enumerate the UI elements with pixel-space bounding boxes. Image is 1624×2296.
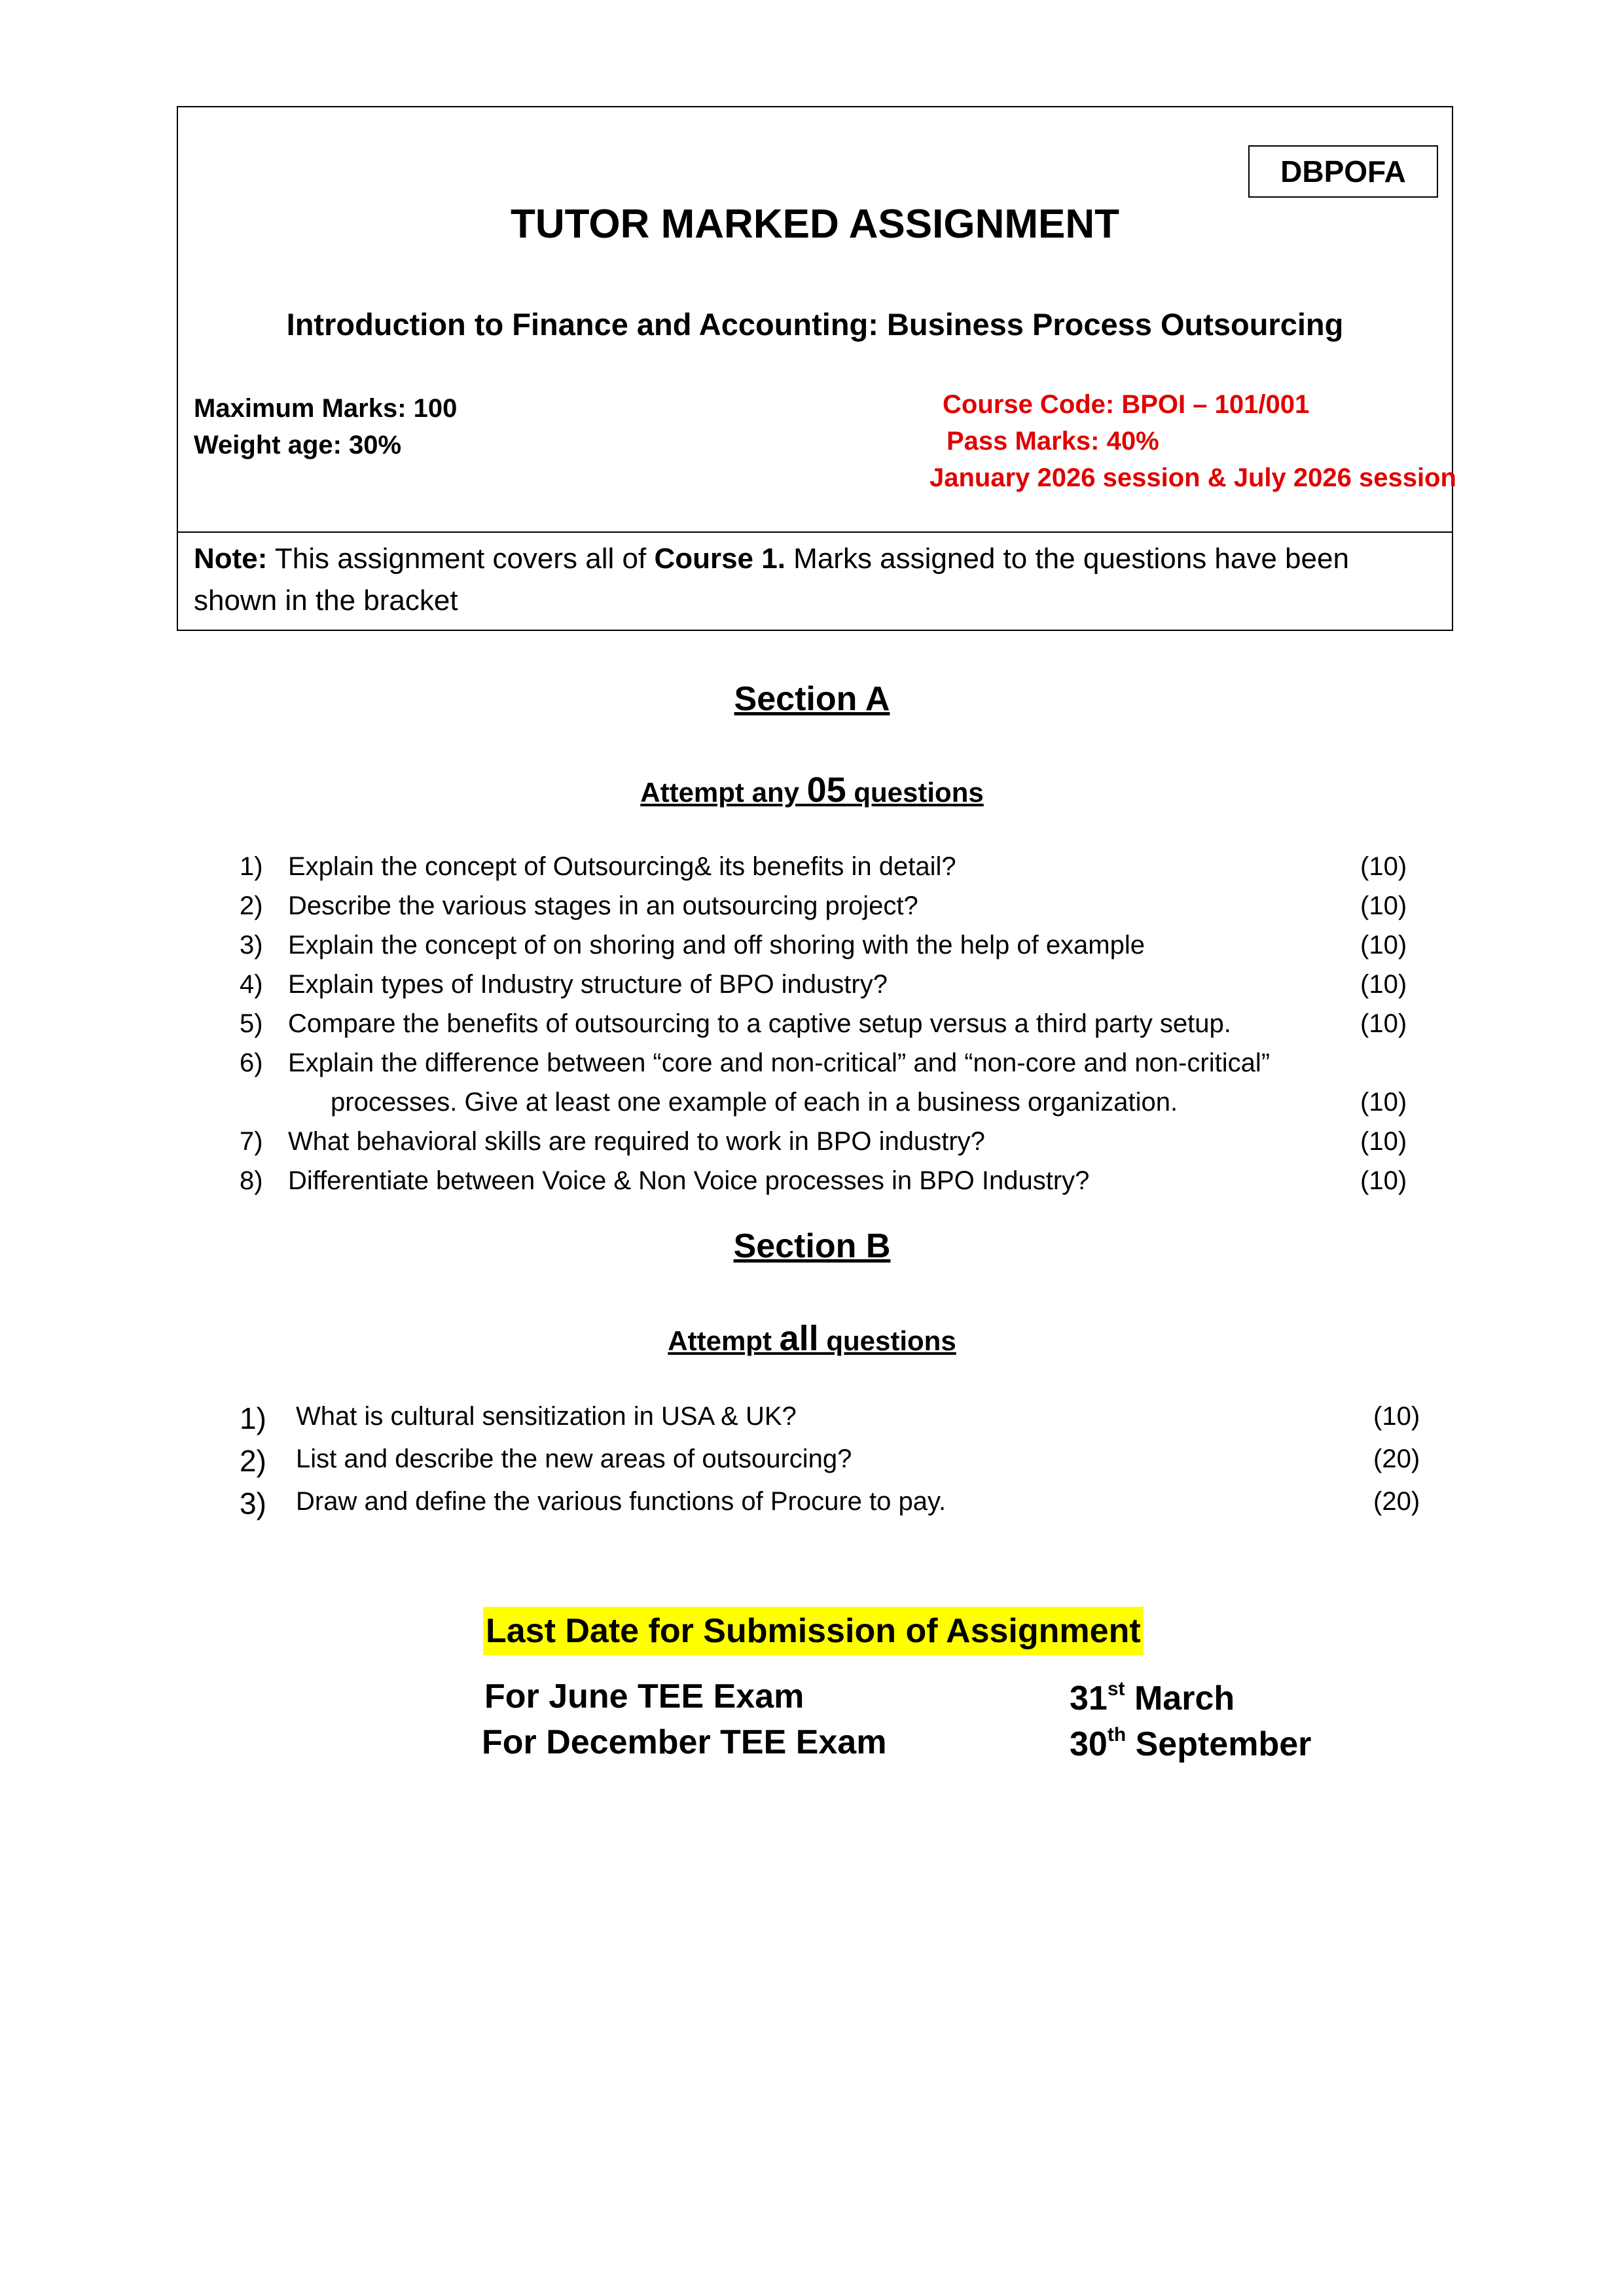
question-number: 2) bbox=[240, 1444, 266, 1478]
weightage: Weight age: 30% bbox=[194, 431, 402, 459]
question-number: 6) bbox=[240, 1049, 263, 1077]
page-title: TUTOR MARKED ASSIGNMENT bbox=[511, 202, 1119, 247]
question-marks: (20) bbox=[1373, 1487, 1420, 1516]
question-text: Differentiate between Voice & Non Voice processes in BPO Industry? bbox=[288, 1166, 1090, 1195]
due-month: March bbox=[1125, 1679, 1235, 1717]
question-text: Explain the concept of on shoring and off shoring with the help of example bbox=[288, 931, 1146, 960]
course-subtitle: Introduction to Finance and Accounting: Business Process Outsourcing bbox=[286, 307, 1344, 342]
note-text-after: Marks assigned to the questions have been shown in the bracket bbox=[194, 543, 1349, 617]
question-marks: (10) bbox=[1360, 1166, 1407, 1195]
due-date bbox=[1070, 1725, 1311, 1761]
question-text: What is cultural sensitization in USA & UK? bbox=[296, 1402, 797, 1431]
course-code: Course Code: BPOI – 101/001 bbox=[943, 390, 1310, 419]
due-month: September bbox=[1126, 1725, 1312, 1763]
instruction-count: 05 bbox=[806, 770, 846, 810]
exam-name: For December TEE Exam bbox=[482, 1723, 887, 1761]
due-day: 30 bbox=[1070, 1725, 1108, 1763]
question-number: 3) bbox=[240, 931, 263, 960]
instruction-suffix: questions bbox=[846, 777, 984, 808]
question-marks: (10) bbox=[1360, 970, 1407, 999]
question-text: What behavioral skills are required to work in BPO industry? bbox=[288, 1127, 985, 1156]
question-marks: (10) bbox=[1360, 1088, 1407, 1117]
question-marks: (10) bbox=[1373, 1402, 1420, 1431]
question-marks: (20) bbox=[1373, 1444, 1420, 1473]
due-day-suffix: th bbox=[1107, 1724, 1127, 1746]
question-marks: (10) bbox=[1360, 1127, 1407, 1156]
question-text: Compare the benefits of outsourcing to a captive setup versus a third party setup. bbox=[288, 1009, 1231, 1038]
question-number: 4) bbox=[240, 970, 263, 999]
header-box bbox=[177, 106, 1456, 533]
question-number: 7) bbox=[240, 1127, 263, 1156]
question-text: Explain the concept of Outsourcing& its benefits in detail? bbox=[288, 852, 956, 881]
pass-marks: Pass Marks: 40% bbox=[947, 427, 1159, 456]
question-text: Explain the difference between “core and non-critical” and “non-core and non-critical” bbox=[288, 1049, 1271, 1077]
max-marks: Maximum Marks: 100 bbox=[194, 394, 458, 423]
exam-name: For June TEE Exam bbox=[484, 1677, 804, 1715]
session-info: January 2026 session & July 2026 session bbox=[929, 463, 1456, 492]
instruction-suffix: questions bbox=[818, 1325, 956, 1356]
question-number: 1) bbox=[240, 852, 263, 881]
due-day-suffix: st bbox=[1107, 1678, 1125, 1700]
question-number: 2) bbox=[240, 891, 263, 920]
course-tag: DBPOFA bbox=[1248, 145, 1438, 198]
section-b-instruction bbox=[0, 1321, 1624, 1356]
question-marks: (10) bbox=[1360, 891, 1407, 920]
due-date bbox=[1070, 1679, 1235, 1715]
marks-info bbox=[194, 390, 457, 463]
question-text-continuation: processes. Give at least one example of each in a business organization. bbox=[331, 1088, 1178, 1117]
question-number: 1) bbox=[240, 1401, 266, 1435]
question-marks: (10) bbox=[1360, 852, 1407, 881]
question-text: Draw and define the various functions of Procure to pay. bbox=[296, 1487, 947, 1516]
note-text-before: This assignment covers all of bbox=[267, 543, 655, 575]
note-box bbox=[177, 531, 1453, 631]
question-text: List and describe the new areas of outsourcing? bbox=[296, 1444, 852, 1473]
section-b-title: Section B bbox=[733, 1227, 891, 1265]
instruction-prefix: Attempt any bbox=[640, 777, 807, 808]
due-day: 31 bbox=[1070, 1679, 1108, 1717]
section-a-title: Section A bbox=[734, 680, 890, 718]
submission-heading: Last Date for Submission of Assignment bbox=[483, 1607, 1144, 1655]
question-number: 3) bbox=[240, 1486, 266, 1520]
question-text: Explain types of Industry structure of BPO industry? bbox=[288, 970, 888, 999]
question-text: Describe the various stages in an outsourcing project? bbox=[288, 891, 918, 920]
question-marks: (10) bbox=[1360, 931, 1407, 960]
note-label: Note: bbox=[194, 543, 268, 575]
section-a-instruction bbox=[0, 772, 1624, 808]
question-marks: (10) bbox=[1360, 1009, 1407, 1038]
question-number: 8) bbox=[240, 1166, 263, 1195]
instruction-prefix: Attempt bbox=[668, 1325, 780, 1356]
note-course: Course 1. bbox=[654, 543, 785, 575]
instruction-count: all bbox=[779, 1319, 819, 1358]
question-number: 5) bbox=[240, 1009, 263, 1038]
